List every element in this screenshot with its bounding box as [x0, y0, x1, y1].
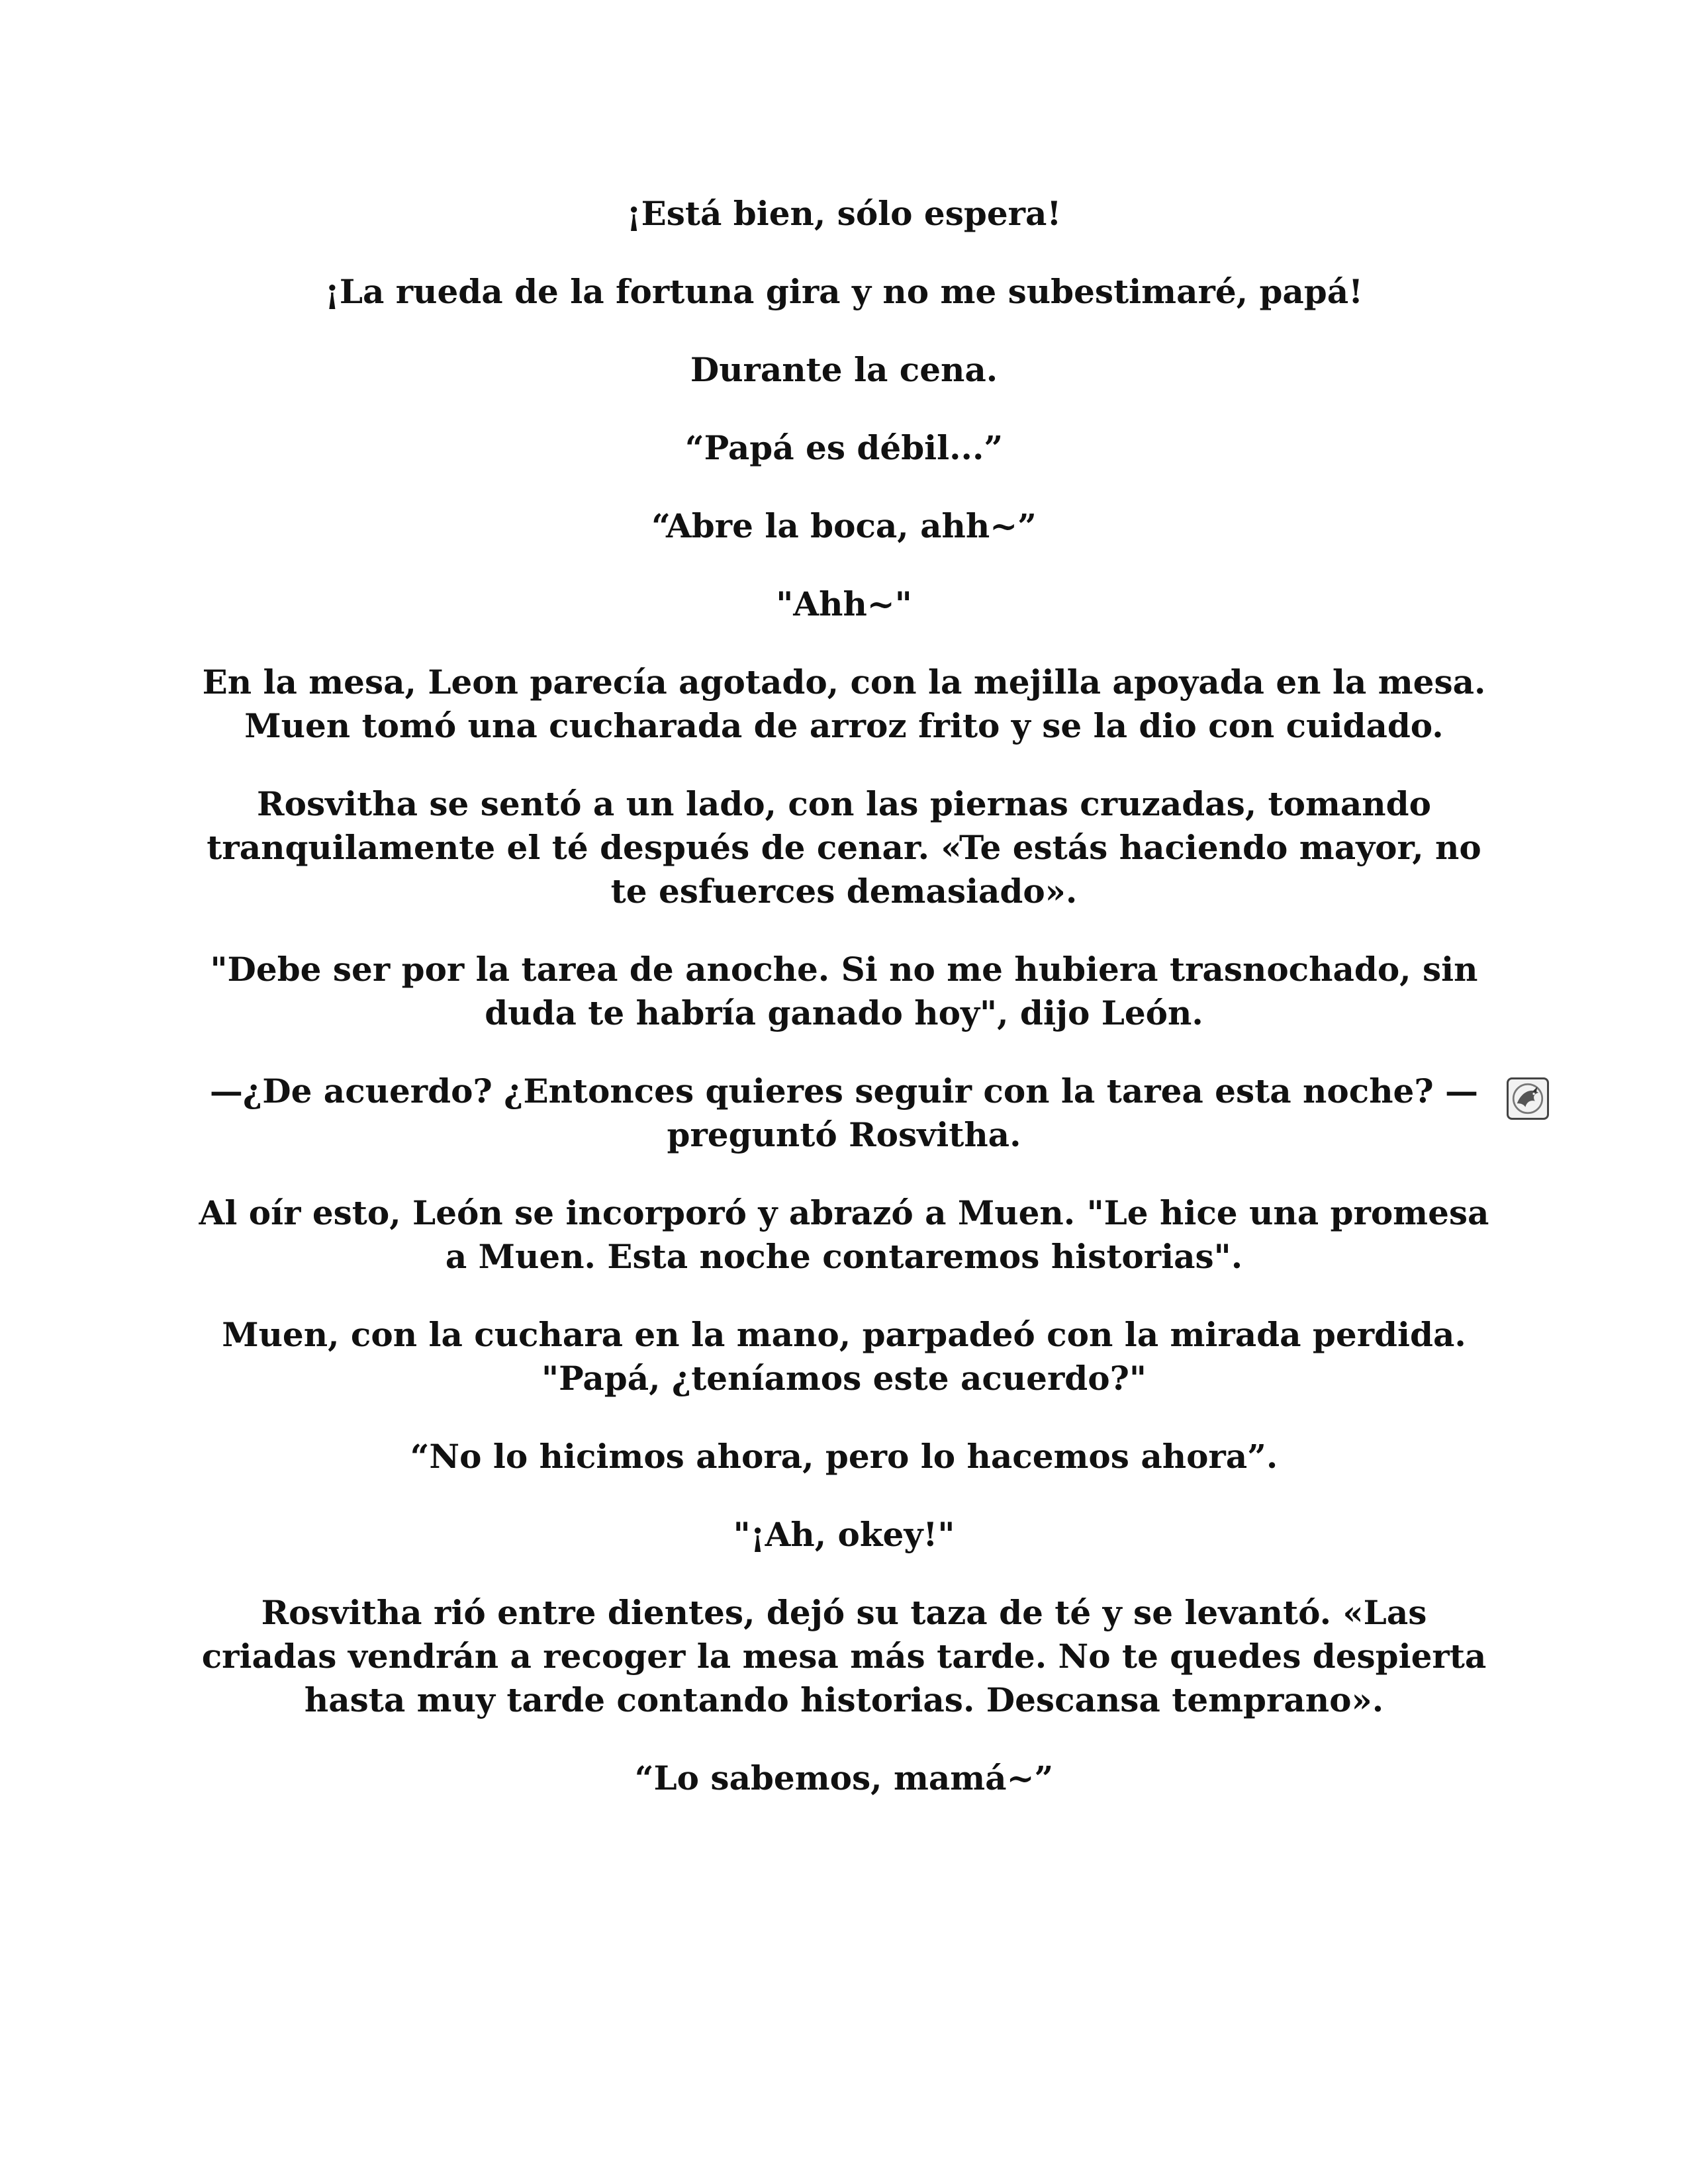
paragraph: —¿De acuerdo? ¿Entonces quieres seguir con la tarea esta noche? —preguntó Rosvitha. [209, 1071, 1479, 1154]
paragraph: Rosvitha rió entre dientes, dejó su taza de té y se levantó. «Las criadas vendrán a recoger la mesa más tarde. No te quedes despierta hasta muy tarde contando historias. Descansa temprano». [201, 1593, 1487, 1719]
paragraph: “Abre la boca, ahh~” [651, 506, 1037, 545]
paragraph: "¡Ah, okey!" [733, 1515, 955, 1554]
paragraph: Al oír esto, León se incorporó y abrazó a Muen. "Le hice una promesa a Muen. Esta noche contaremos historias". [199, 1193, 1489, 1276]
story-text [199, 192, 1489, 1835]
paragraph: Durante la cena. [690, 350, 998, 389]
paragraph: Muen, con la cuchara en la mano, parpadeó con la mirada perdida. "Papá, ¿teníamos este acuerdo?" [222, 1315, 1466, 1398]
paragraph: “Lo sabemos, mamá~” [634, 1758, 1054, 1797]
paragraph: Rosvitha se sentó a un lado, con las piernas cruzadas, tomando tranquilamente el té después de cenar. «Te estás haciendo mayor, no te esfuerces demasiado». [207, 784, 1481, 911]
paragraph: “No lo hicimos ahora, pero lo hacemos ahora”. [410, 1437, 1278, 1476]
paragraph: "Debe ser por la tarea de anoche. Si no me hubiera trasnochado, sin duda te habría ganado hoy", dijo León. [210, 950, 1478, 1032]
paragraph: "Ahh~" [776, 584, 912, 623]
dragon-emblem-icon [1507, 1077, 1549, 1120]
paragraph: “Papá es débil...” [684, 428, 1004, 467]
paragraph: En la mesa, Leon parecía agotado, con la mejilla apoyada en la mesa. Muen tomó una cucharada de arroz frito y se la dio con cuidado. [202, 662, 1486, 745]
paragraph: ¡Está bien, sólo espera! [626, 194, 1062, 233]
paragraph: ¡La rueda de la fortuna gira y no me subestimaré, papá! [324, 272, 1364, 311]
